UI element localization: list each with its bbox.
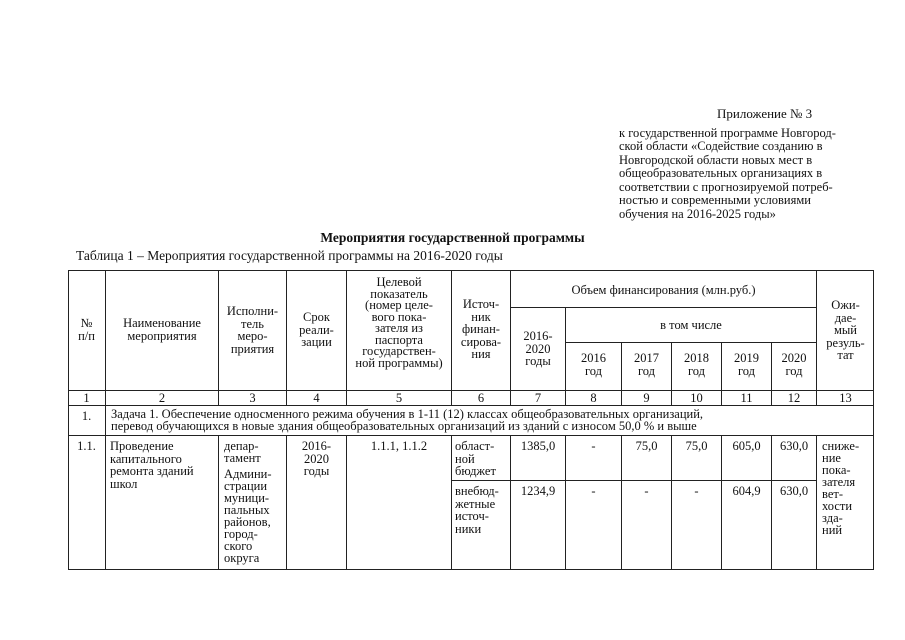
col-number: 4 (313, 391, 320, 405)
appendix-line: ской области «Содействие созданию в (619, 139, 823, 153)
header-name: Наименование мероприятия (123, 316, 201, 343)
header-executor: Исполни- тель меро- приятия (226, 304, 279, 356)
source-total: 1234,9 (520, 484, 556, 498)
col-number: 1 (83, 391, 90, 405)
header-indicator: Целевой показатель (номер целе- вого пока- зателя из паспорта государствен- ной программы) (355, 275, 443, 370)
appendix-line: к государственной программе Новгород- (619, 125, 836, 140)
source-2020: 630,0 (779, 439, 809, 453)
header-funding: Объем финансирования (млн.руб.) (571, 283, 756, 297)
appendix-line: общеобразовательных организациях в (619, 166, 823, 180)
header-source: Источ- ник финан- сирова- ния (460, 297, 502, 361)
source-2017: 75,0 (635, 439, 658, 453)
source-2019: 605,0 (732, 439, 761, 453)
appendix-title: Приложение № 3 (717, 106, 813, 121)
task-text: Задача 1. Обеспечение односменного режима обучения в 1-11 (12) классах общеобразовательных организаций, перевод обучающихся в новые здания общеобразовательных организаций из зданий с износом 50,0 % и выше (111, 407, 704, 433)
row-indicator: 1.1.1, 1.1.2 (370, 439, 428, 453)
table-caption: Таблица 1 – Мероприятия государственной программы на 2016-2020 годы (76, 248, 503, 263)
program-table (68, 270, 874, 570)
col-number: 10 (690, 391, 703, 405)
appendix-line: ностью и современными условиями (619, 193, 811, 207)
header-term: Срок реали- зации (299, 310, 334, 349)
col-number: 7 (534, 391, 542, 405)
col-number: 12 (787, 391, 801, 405)
document-heading: Мероприятия государственной программы (320, 230, 585, 245)
header-period: 2016- 2020 годы (523, 329, 553, 368)
row-executor: депар- тамент Админи- страции муници- пальных районов, город- ского округа (224, 439, 272, 565)
source-2016: - (591, 484, 596, 498)
row-term: 2016- 2020 годы (301, 439, 332, 478)
source-name: област- ной бюджет (455, 439, 496, 478)
source-2019: 604,9 (732, 484, 761, 498)
source-2017: - (644, 484, 649, 498)
header-including: в том числе (660, 318, 722, 332)
col-number: 2 (158, 391, 166, 405)
col-number: 8 (590, 391, 597, 405)
header-num: № п/п (78, 316, 95, 343)
header-year-2016: 2016 год (581, 351, 606, 378)
appendix-block (619, 107, 879, 221)
header-year-2019: 2019 год (734, 351, 759, 378)
col-number: 11 (740, 391, 753, 405)
header-year-2018: 2018 год (684, 351, 709, 378)
source-total: 1385,0 (520, 439, 556, 453)
col-number: 6 (477, 391, 485, 405)
source-2016: - (591, 439, 596, 453)
header-year-2017: 2017 год (634, 351, 659, 378)
header-year-2020: 2020 год (781, 351, 807, 378)
row-name: Проведение капитального ремонта зданий школ (110, 439, 194, 491)
col-number: 5 (395, 391, 403, 405)
col-number: 3 (249, 391, 256, 405)
col-number: 9 (643, 391, 650, 405)
source-2018: 75,0 (685, 439, 708, 453)
col-number: 13 (839, 391, 852, 405)
row-num: 1.1. (77, 439, 96, 453)
source-name: внебюд- жетные источ- ники (455, 484, 499, 536)
row-result: сниже- ние пока- зателя вет- хости зда- ний (822, 439, 860, 537)
source-2020: 630,0 (779, 484, 809, 498)
source-2018: - (694, 484, 699, 498)
header-result: Ожи- дае- мый резуль- тат (826, 298, 865, 362)
appendix-line: обучения на 2016-2025 годы» (619, 206, 776, 221)
appendix-line: Новгородской области новых мест в (619, 152, 813, 167)
appendix-line: соответствии с прогнозируемой потреб- (619, 179, 833, 194)
task-num: 1. (81, 409, 92, 423)
